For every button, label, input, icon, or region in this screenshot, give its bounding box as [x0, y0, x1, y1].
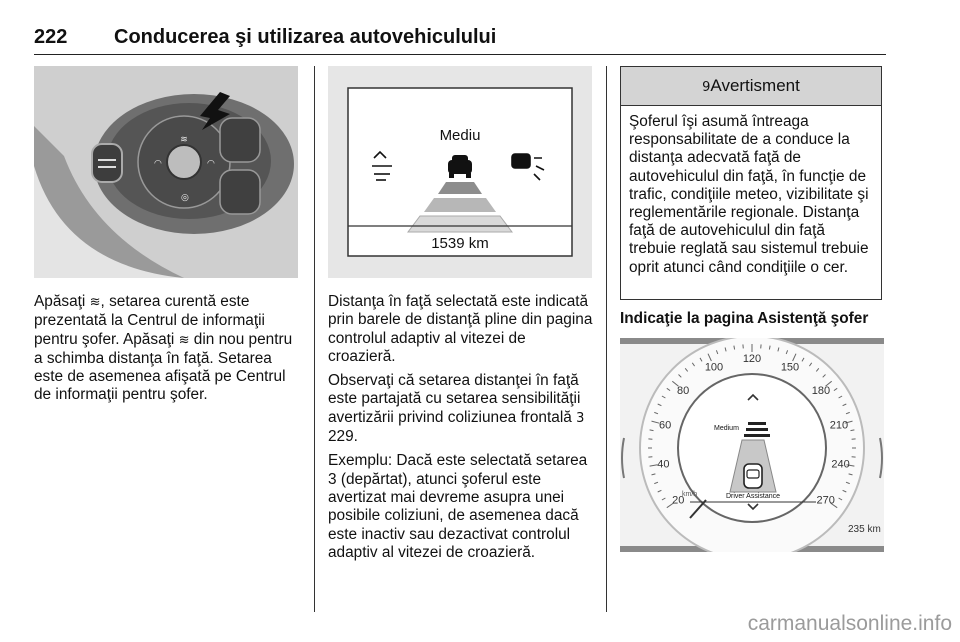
- speed-scale-tick: [650, 430, 654, 431]
- warning-header: 9Avertisment: [621, 67, 881, 106]
- speed-scale-label: 60: [658, 419, 672, 432]
- distance-icon: ≋: [178, 332, 190, 348]
- svg-text:◠: ◠: [154, 158, 162, 168]
- driver-info-display-figure: [328, 66, 592, 278]
- page-number: 222: [34, 26, 68, 48]
- warning-icon: 9: [702, 80, 711, 95]
- column-1-text: Apăsaţi ≋, setarea curentă este prezentată la Centrul de informaţii pentru şofer. Apăsaţi ≋ din nou pentru a schimba distanţa în faţă. Setarea este de asemenea afişată pe Centrul de informaţii pentru şofer.: [34, 293, 293, 404]
- warning-text: Şoferul îşi asumă întreaga responsabilitate de a conduce la distanţa adecvată faţă de autovehiculul din faţă, în funcţie de trafic, condiţiile meteo, vizibilitate şi reglementările regionale. Distanţa faţă de autovehiculul din faţă trebuie reglată sau sistemul trebuie oprit atunci când condiţiile o cer.: [629, 113, 869, 276]
- speed-scale-tick: [851, 430, 855, 431]
- warning-box: [620, 66, 882, 300]
- page-header: [34, 26, 886, 55]
- driver-assistance-label: Driver Assistance: [725, 493, 781, 500]
- svg-text:≋: ≋: [180, 134, 188, 144]
- speed-scale-label: 270: [816, 494, 835, 507]
- speed-scale-label: 100: [704, 361, 724, 374]
- page-title: Conducerea şi utilizarea autovehiculului: [114, 26, 497, 48]
- speed-scale-label: 80: [676, 385, 690, 398]
- speed-scale-label: 180: [811, 385, 831, 398]
- distance-icon: ≋: [89, 295, 101, 310]
- speed-scale-label: 150: [780, 361, 800, 374]
- page-ref-icon: 3: [576, 410, 585, 426]
- follow-distance-label: Medium: [714, 425, 739, 432]
- speed-scale-label: 20: [672, 494, 685, 507]
- speed-scale-label: 240: [831, 458, 850, 471]
- odometer-readout: 1539 km: [431, 235, 489, 252]
- distance-bar: [408, 216, 512, 232]
- speed-unit-label: km/h: [682, 491, 698, 498]
- section-heading: Indicaţie la pagina Asistenţă şofer: [620, 310, 869, 327]
- column-divider: [314, 66, 315, 612]
- column-2-text: Distanţa în faţă selectată este indicată prin barele de distanţă pline din pagina controlul adaptiv al vitezei de croazieră. Observaţi că setarea distanţei în faţă este partajată cu setarea sensibilităţii avertizării privind coliziunea frontală 3 229. Exemplu: Dacă este selectată setarea 3 (depărtat), atunci şoferul este avertizat mai devreme asupra unei posibile coliziuni, de asemenea dacă este inactiv sau dezactivat controlul adaptiv al vitezei de croazieră.: [328, 293, 593, 561]
- instrument-cluster-figure: [620, 338, 884, 552]
- svg-text:◎: ◎: [181, 192, 189, 202]
- car-icon: [744, 464, 762, 488]
- odometer-readout: 235 km: [848, 524, 881, 535]
- speed-scale-label: 120: [742, 353, 762, 365]
- steering-wheel-figure: [34, 66, 298, 278]
- speed-scale-label: 40: [657, 458, 670, 471]
- speed-scale-tick: [734, 346, 735, 350]
- distance-bar: [424, 198, 496, 212]
- watermark: carmanualsonline.info: [747, 612, 952, 635]
- svg-text:◠: ◠: [207, 158, 215, 168]
- follow-distance-label: Mediu: [439, 127, 481, 144]
- speed-scale-label: 210: [829, 419, 849, 432]
- speed-scale-tick: [769, 346, 770, 350]
- column-divider: [606, 66, 607, 612]
